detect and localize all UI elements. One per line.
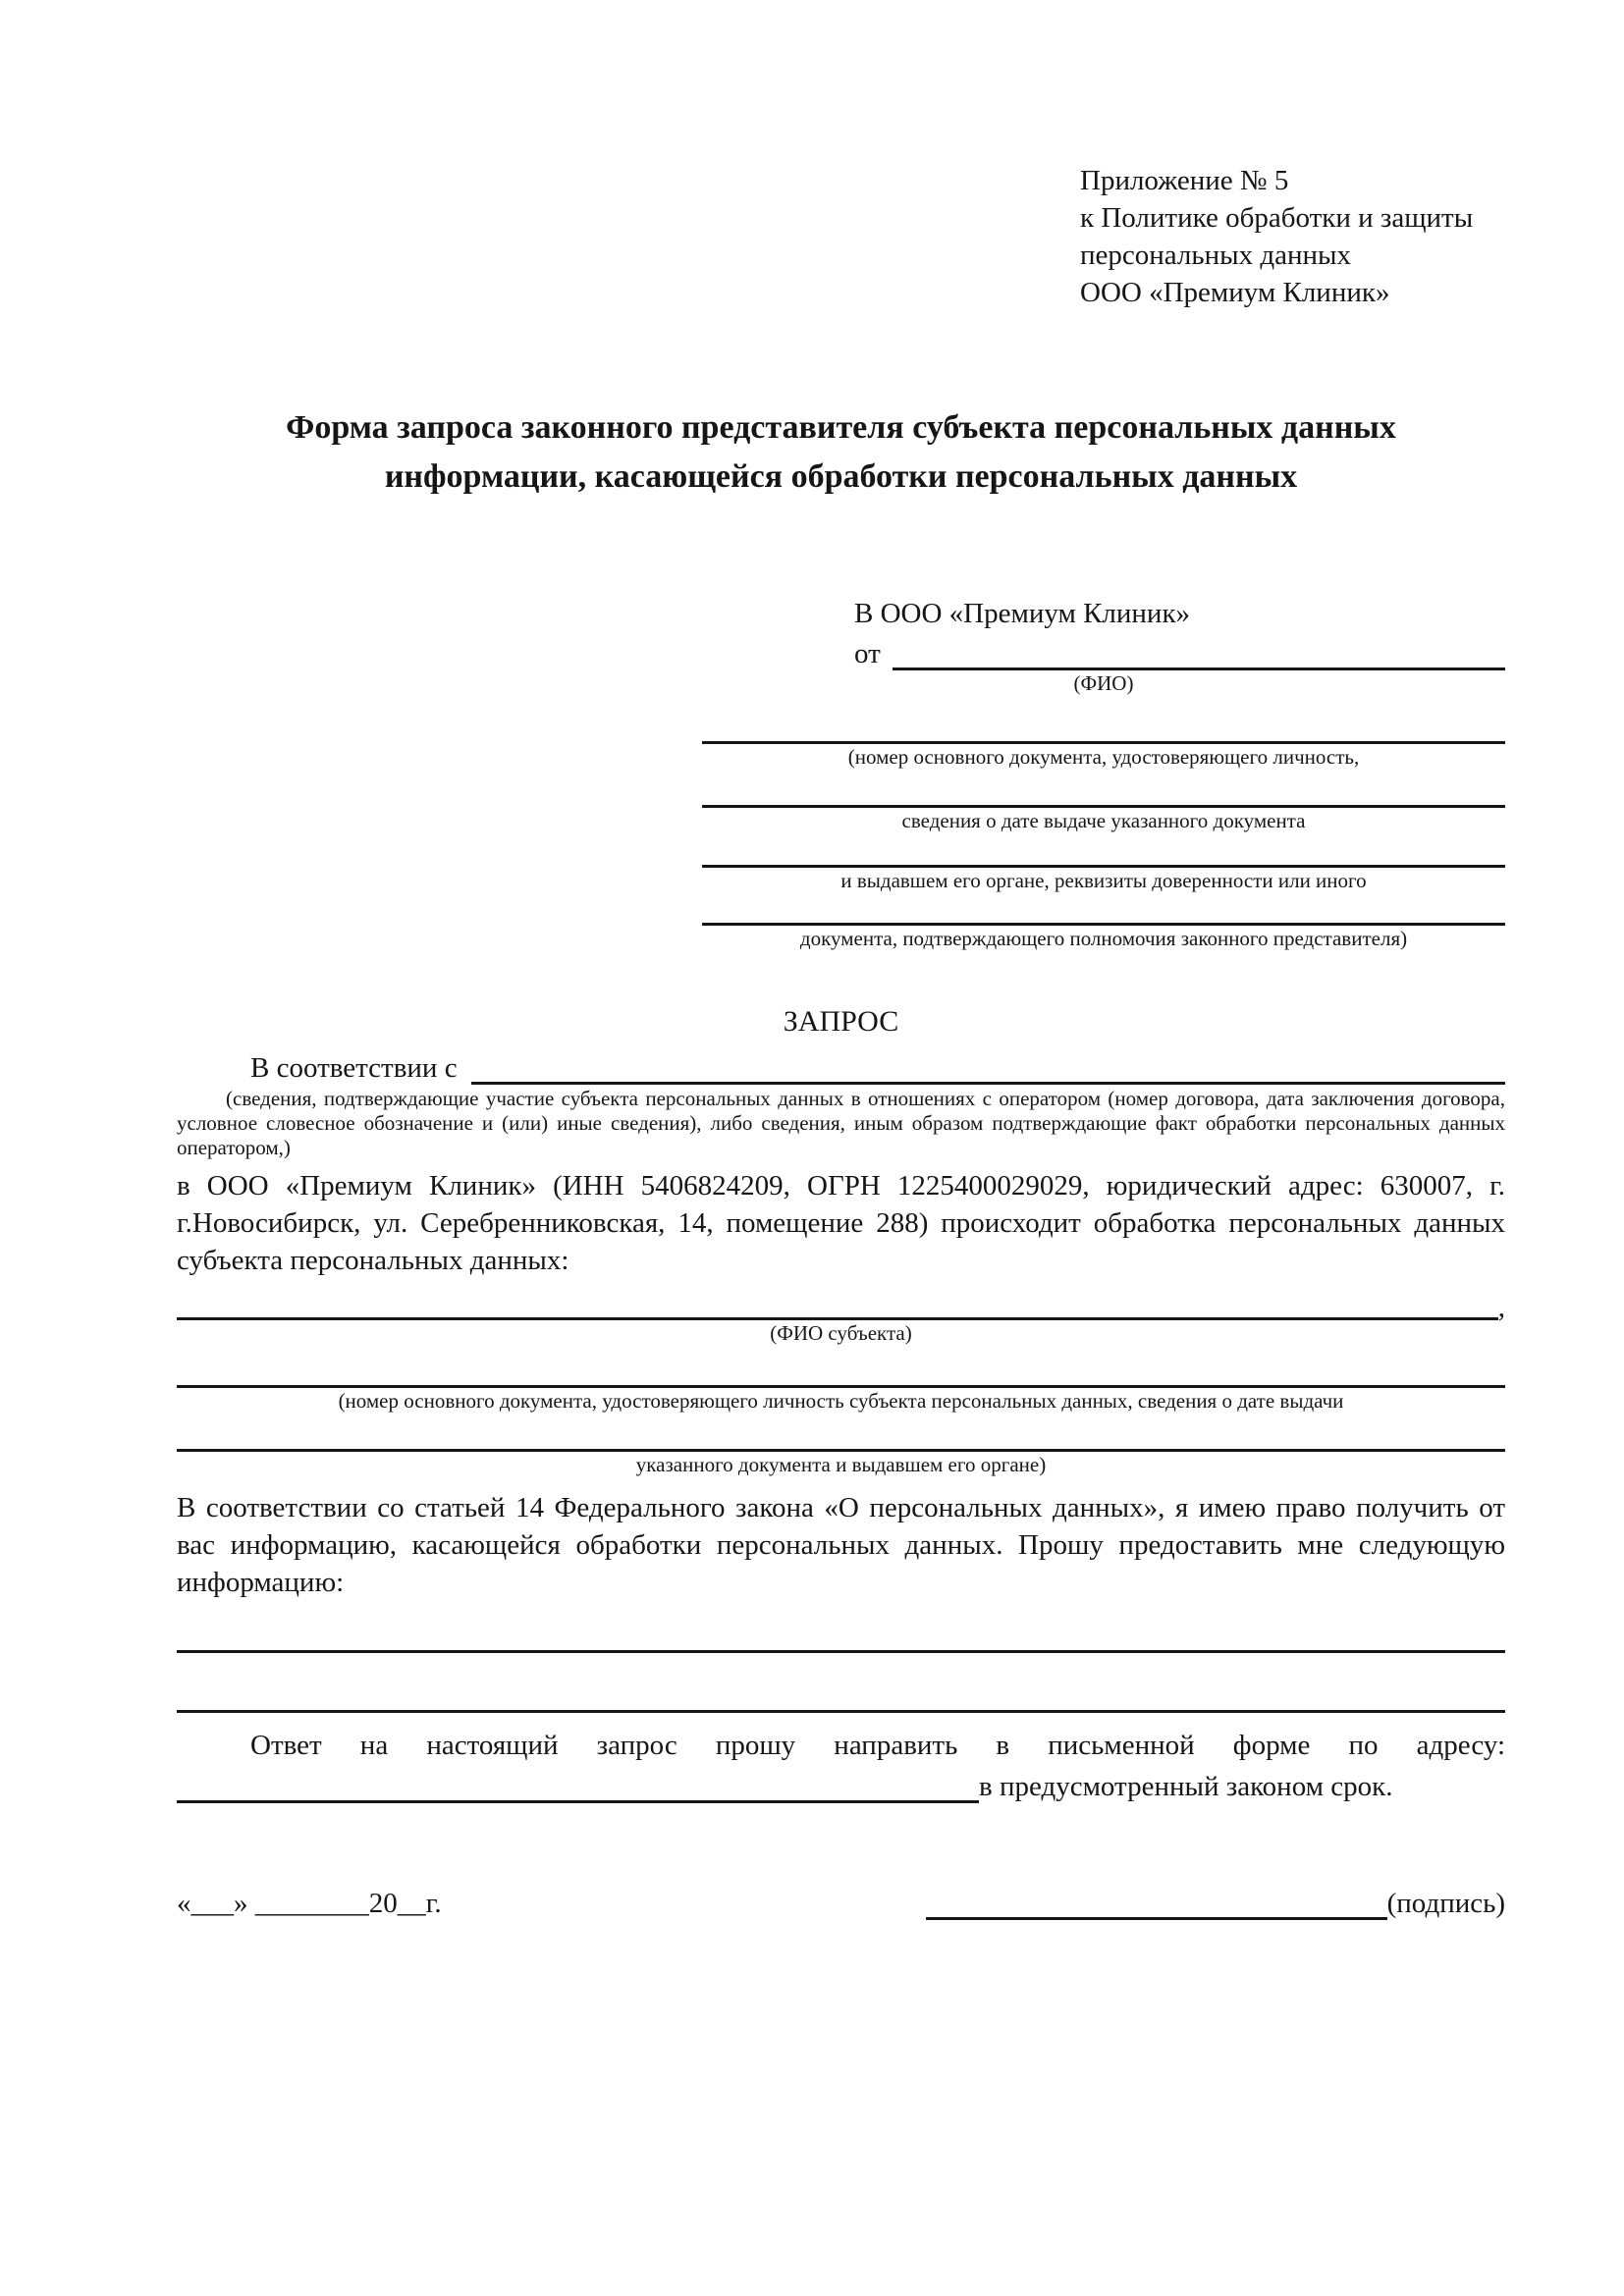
appendix-line: Приложение № 5 (1080, 165, 1289, 196)
subject-fio-caption: (ФИО субъекта) (770, 1321, 912, 1345)
reply-paragraph: Ответ на настоящий запрос прошу направить в письменной форме по адресу: (250, 1730, 1505, 1761)
operator-paragraph: в ООО «Премиум Клиник» (ИНН 5406824209, ОГРН 1225400029029, юридический адрес: 630007, г. г.Новосибирск, ул. Серебренниковская, 14, помещение 288) происходит обработка персональных данных субъекта персональных данных: (177, 1170, 1505, 1276)
blank-caption: сведения о дате выдаче указанного документа (901, 809, 1306, 832)
intro-row (177, 1049, 1505, 1085)
subject-fio-row (177, 1291, 1505, 1323)
fio-caption: (ФИО) (1073, 671, 1134, 695)
request-heading: ЗАПРОС (783, 1005, 899, 1038)
intro-caption: (сведения, подтверждающие участие субъекта персональных данных в отношениях с оператором (номер договора, дата заключения договора, условное словесное обозначение и (или) иные сведения), либо сведения, иным образом подтверждающие факт обработки персональных данных оператором,) (177, 1087, 1505, 1159)
from-label: от (854, 638, 881, 669)
blank-caption: (номер основного документа, удостоверяющего личность, (847, 745, 1360, 769)
addressee-block (177, 594, 1505, 951)
blank-line (702, 833, 1505, 868)
appendix-block (1080, 162, 1505, 311)
appendix-line: персональных данных (1080, 240, 1352, 271)
appendix-line: к Политике обработки и защиты (1080, 202, 1474, 234)
page-title: Форма запроса законного представителя субъекта персональных данных информации, касающейся обработки персональных данных (286, 409, 1396, 495)
subject-doc-caption: указанного документа и выдавшем его органе) (635, 1453, 1047, 1476)
from-row (854, 633, 1505, 670)
addressee-company: В ООО «Премиум Клиник» (854, 598, 1191, 629)
date-line: «___» ________20__г. (177, 1888, 442, 1919)
intro-label: В соответствии с (250, 1052, 458, 1084)
blank-line (702, 770, 1505, 808)
intro-blank-line (471, 1052, 1505, 1085)
subject-blank-line (177, 1288, 1498, 1320)
subject-comma: , (1497, 1292, 1505, 1323)
blank-line (702, 696, 1505, 744)
blank-caption: и выдавшем его органе, реквизиты доверенности или иного (840, 869, 1367, 892)
footer-row (177, 1888, 1505, 1920)
representative-blanks (702, 670, 1505, 951)
subject-doc-caption: (номер основного документа, удостоверяющего личность субъекта персональных данных, сведения о дате выдачи (338, 1389, 1344, 1413)
reply-address-blank-line (177, 1771, 979, 1803)
signature-blank-line (926, 1888, 1387, 1920)
reply-tail: в предусмотренный законом срок. (979, 1771, 1393, 1802)
signature-caption: (подпись) (1386, 1888, 1505, 1919)
from-blank-line (893, 638, 1505, 670)
blank-line (702, 893, 1505, 926)
blank-caption: документа, подтверждающего полномочия законного представителя) (799, 927, 1408, 950)
info-blank-line (177, 1650, 1505, 1653)
signature-block (926, 1888, 1505, 1920)
appendix-line: ООО «Премиум Клиник» (1080, 277, 1390, 308)
info-blank-line (177, 1710, 1505, 1713)
law-paragraph: В соответствии со статьей 14 Федерального закона «О персональных данных», я имею право получить от вас информацию, касающейся обработки персональных данных. Прошу предоставить мне следующую информацию: (177, 1492, 1505, 1598)
reply-address-row (177, 1764, 1505, 1803)
